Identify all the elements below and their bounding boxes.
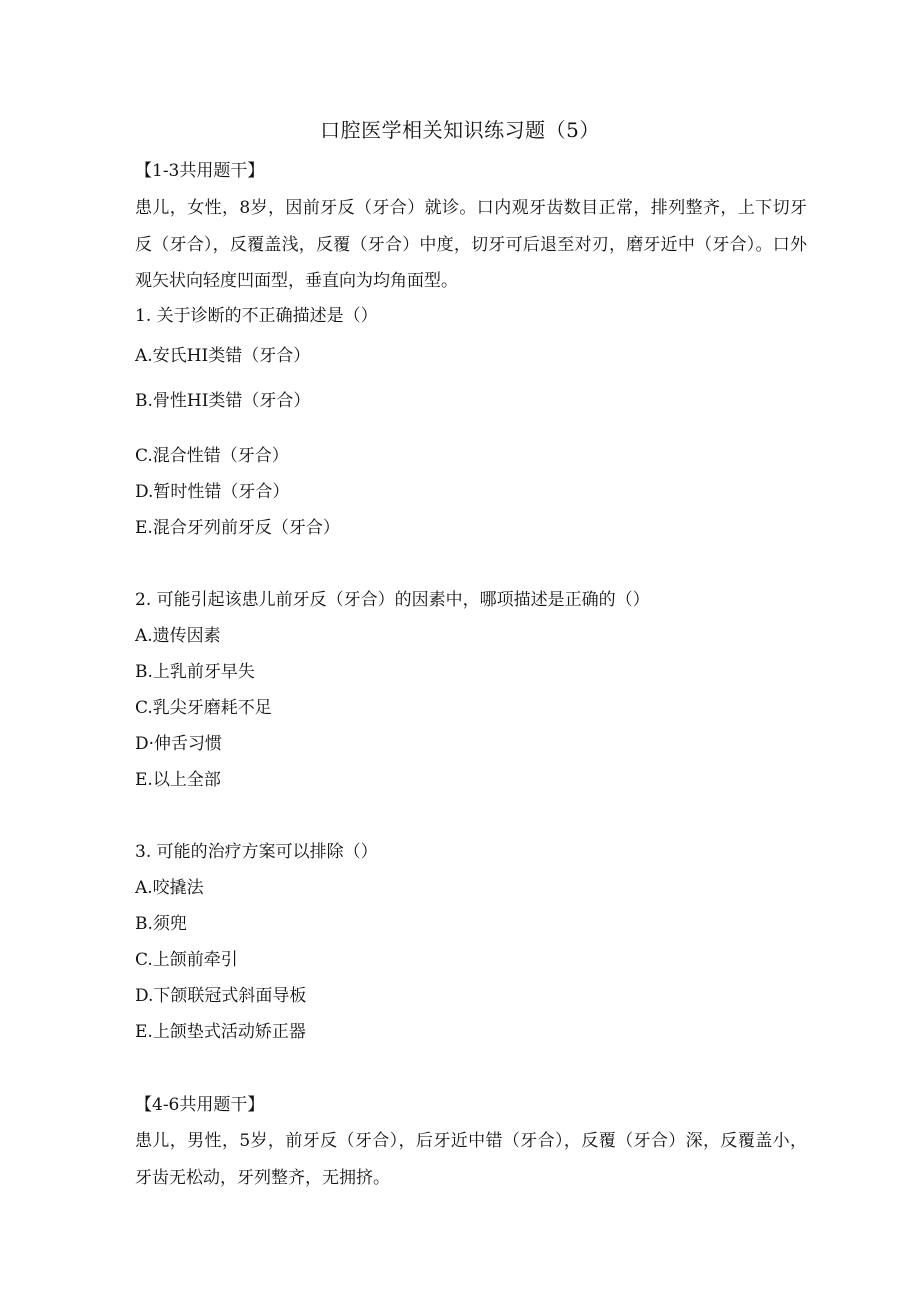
question-1-option-a: A.安氏HI类错（牙合） [135, 346, 311, 366]
page-title: 口腔医学相关知识练习题（5） [320, 118, 600, 142]
question-1-option-c: C.混合性错（牙合） [135, 446, 289, 466]
question-3-option-a: A.咬撬法 [135, 878, 204, 898]
question-1-text: 1. 关于诊断的不正确描述是（） [135, 306, 378, 326]
question-1-option-e: E.混合牙列前牙反（牙合） [135, 518, 340, 538]
question-2-option-b: B.上乳前牙早失 [135, 662, 255, 682]
group-header-4-6: 【4-6共用题干】 [135, 1095, 265, 1115]
question-3-option-c: C.上颌前牵引 [135, 950, 238, 970]
question-2-option-d: D·伸舌习惯 [135, 734, 223, 754]
question-stem-4-6: 患儿，男性，5岁，前牙反（牙合），后牙近中错（牙合），反覆（牙合）深，反覆盖小，牙齿无松动，牙列整齐，无拥挤。 [135, 1131, 807, 1188]
question-3-option-b: B.须兜 [135, 914, 187, 934]
question-2-option-e: E.以上全部 [135, 770, 221, 790]
question-3-text: 3. 可能的治疗方案可以排除（） [135, 842, 378, 862]
question-3-option-d: D.下颌联冠式斜面导板 [135, 986, 307, 1006]
group-header-1-3: 【1-3共用题干】 [135, 161, 265, 181]
question-2-text: 2. 可能引起该患儿前牙反（牙合）的因素中，哪项描述是正确的（） [135, 590, 650, 610]
question-1-option-b: B.骨性HI类错（牙合） [135, 391, 311, 411]
question-2-option-a: A.遗传因素 [135, 626, 221, 646]
question-2-option-c: C.乳尖牙磨耗不足 [135, 698, 272, 718]
question-1-option-d: D.暂时性错（牙合） [135, 482, 290, 502]
question-stem-1-3: 患儿，女性，8岁，因前牙反（牙合）就诊。口内观牙齿数目正常，排列整齐，上下切牙反（牙合），反覆盖浅，反覆（牙合）中度，切牙可后退至对刃，磨牙近中（牙合）。口外观矢状向轻度凹面型，垂直向为均角面型。 [135, 198, 807, 291]
question-3-option-e: E.上颌垫式活动矫正器 [135, 1022, 306, 1042]
